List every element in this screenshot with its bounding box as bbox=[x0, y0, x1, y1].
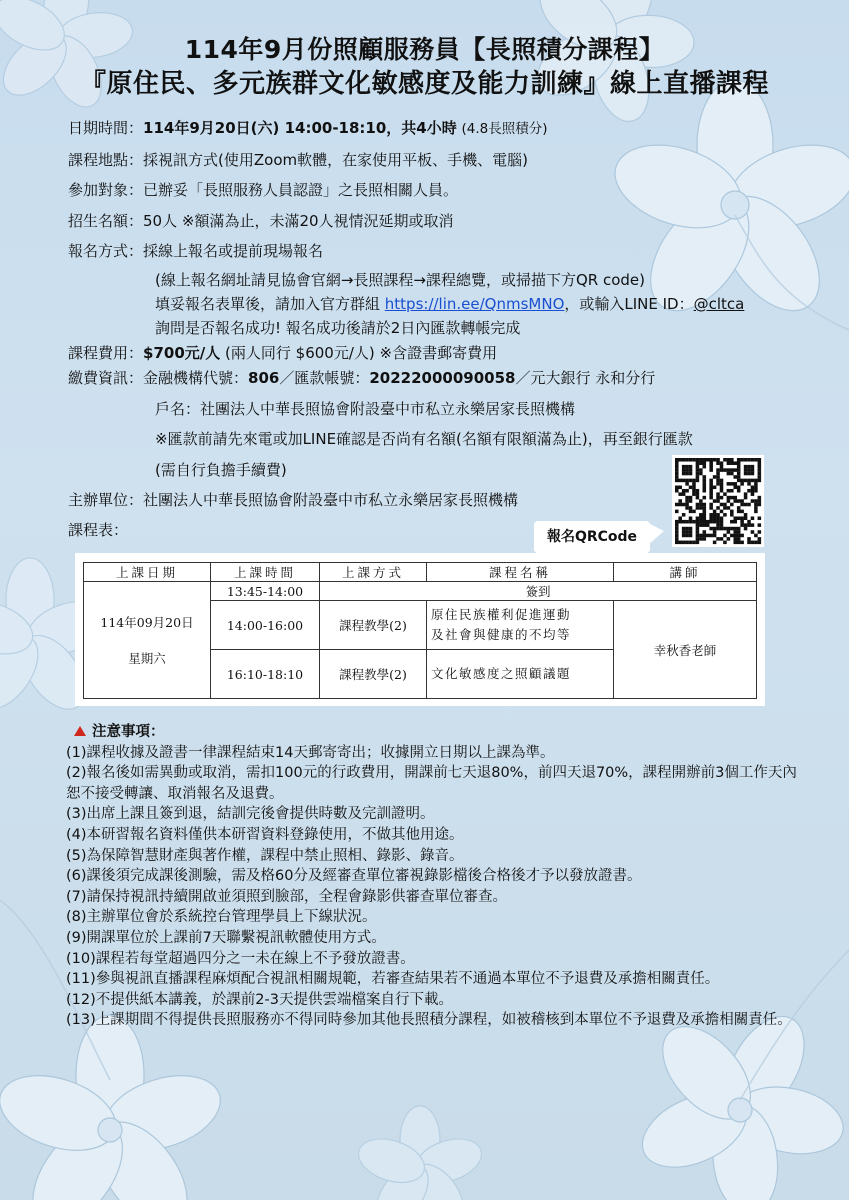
date-cell-line-1: 114年09月20日 bbox=[100, 615, 194, 630]
account-name: 戶名：社團法人中華長照協會附設臺中市私立永樂居家長照機構 bbox=[155, 400, 576, 418]
location-row bbox=[68, 150, 528, 170]
note-item: (13)上課期間不得提供長照服務亦不得同時參加其他長照積分課程，如被稽核到本單位不予退費及承擔相關責任。 bbox=[66, 1012, 792, 1029]
teacher-cell: 幸秋香老師 bbox=[614, 601, 757, 699]
signup-line-1: (線上報名網址請見協會官網→長照課程→課程總覽，或掃描下方QR code) bbox=[155, 271, 646, 289]
header-time: 上課時間 bbox=[211, 563, 320, 582]
location-value: 採視訊方式(使用Zoom軟體，在家使用平板、手機、電腦) bbox=[143, 151, 528, 169]
fee-label: 課程費用： bbox=[68, 344, 144, 362]
payment-note-1: ※匯款前請先來電或加LINE確認是否尚有名額(名額有限額滿為止)，再至銀行匯款 bbox=[155, 430, 693, 448]
schedule-label: 課程表： bbox=[68, 521, 129, 539]
signup-label: 報名方式： bbox=[68, 242, 144, 260]
notes-section bbox=[66, 722, 806, 1031]
header-course-name: 課程名稱 bbox=[427, 563, 614, 582]
table-row bbox=[84, 582, 757, 601]
quota-row bbox=[68, 211, 454, 231]
qr-bubble-label: 報名QRCode bbox=[534, 521, 650, 553]
session-time: 14:00-16:00 bbox=[211, 601, 320, 650]
organizer-value: 社團法人中華長照協會附設臺中市私立永樂居家長照機構 bbox=[143, 491, 519, 509]
organizer-row bbox=[68, 490, 518, 510]
session-time: 16:10-18:10 bbox=[211, 650, 320, 699]
bank-code: 806 bbox=[248, 369, 280, 387]
session-name bbox=[427, 650, 614, 699]
session-method: 課程教學(2) bbox=[320, 650, 427, 699]
fee-value: $700元/人 bbox=[143, 344, 221, 362]
session-name-line-2: 及社會與健康的不均等 bbox=[431, 627, 572, 642]
quota-label: 招生名額： bbox=[68, 212, 144, 230]
session-name bbox=[427, 601, 614, 650]
note-item: (12)不提供紙本講義，於課前2-3天提供雲端檔案自行下載。 bbox=[66, 991, 453, 1008]
date-value: 114年9月20日(六) 14:00-18:10，共4小時 bbox=[143, 119, 457, 137]
notes-heading: 注意事項： bbox=[92, 724, 165, 740]
payment-label: 繳費資訊： bbox=[68, 369, 144, 387]
note-item: (5)為保障智慧財產與著作權，課程中禁止照相、錄影、錄音。 bbox=[66, 847, 464, 864]
location-label: 課程地點： bbox=[68, 151, 144, 169]
note-item: (9)開課單位於上課前7天聯繫視訊軟體使用方式。 bbox=[66, 929, 386, 946]
line-group-link[interactable]: https://lin.ee/QnmsMNO bbox=[384, 295, 565, 313]
signup-line-2-mid: ，或輸入LINE ID： bbox=[564, 295, 694, 313]
organizer-label: 主辦單位： bbox=[68, 491, 144, 509]
note-item: (6)課後須完成課後測驗，需及格60分及經審查單位審視錄影檔後合格後才予以發放證書。 bbox=[66, 868, 642, 885]
table-header-row bbox=[84, 563, 757, 582]
title-line-1: 114年9月份照顧服務員【長照積分課程】 bbox=[184, 35, 665, 64]
fee-row bbox=[68, 343, 497, 363]
quota-value: 50人 ※額滿為止，未滿20人視情況延期或取消 bbox=[143, 212, 454, 230]
target-value: 已辦妥「長照服務人員認證」之長照相關人員。 bbox=[143, 181, 459, 199]
session-name-line-1: 文化敏感度之照顧議題 bbox=[431, 666, 572, 681]
signup-qr-code[interactable] bbox=[672, 455, 764, 547]
payment-pre-1: 金融機構代號： bbox=[143, 369, 249, 387]
note-item: (1)課程收據及證書一律課程結束14天郵寄寄出；收據開立日期以上課為準。 bbox=[66, 744, 555, 761]
title-line-2: 『原住民、多元族群文化敏感度及能力訓練』線上直播課程 bbox=[79, 69, 769, 99]
checkin-time: 13:45-14:00 bbox=[211, 582, 320, 601]
target-label: 參加對象： bbox=[68, 181, 144, 199]
note-item: (10)課程若每堂超過四分之一未在線上不予發放證書。 bbox=[66, 950, 415, 967]
signup-line-2-pre: 填妥報名表單後，請加入官方群組 bbox=[155, 295, 385, 313]
bank-account: 20222000090058 bbox=[369, 369, 516, 387]
notes-heading-row bbox=[66, 722, 806, 743]
header-date: 上課日期 bbox=[84, 563, 211, 582]
target-row bbox=[68, 180, 458, 200]
header-method: 上課方式 bbox=[320, 563, 427, 582]
session-method: 課程教學(2) bbox=[320, 601, 427, 650]
date-label: 日期時間： bbox=[68, 119, 144, 137]
signup-row bbox=[68, 241, 323, 261]
note-item: (8)主辦單位會於系統控台管理學員上下線狀況。 bbox=[66, 909, 377, 926]
payment-note-2: (需自行負擔手續費) bbox=[155, 461, 287, 479]
payment-pre-2: ／匯款帳號： bbox=[279, 369, 370, 387]
warning-triangle-icon bbox=[74, 726, 86, 736]
line-id: @cltca bbox=[693, 295, 745, 313]
note-item: (11)參與視訊直播課程麻煩配合視訊相關規範，若審查結果若不通過本單位不予退費及承擔相關責任。 bbox=[66, 971, 720, 988]
checkin-label: 簽到 bbox=[320, 582, 757, 601]
session-name-line-1: 原住民族權利促進運動 bbox=[431, 607, 572, 622]
signup-value: 採線上報名或提前現場報名 bbox=[143, 242, 324, 260]
qr-code-icon bbox=[672, 455, 764, 547]
schedule-table-box bbox=[75, 553, 765, 706]
payment-post: ／元大銀行 永和分行 bbox=[515, 369, 656, 387]
date-row bbox=[68, 118, 548, 139]
note-item: (2)報名後如需異動或取消，需扣100元的行政費用，開課前七天退80%，前四天退70%，課程開辦前3個工作天內恕不接受轉讓、取消報名及退費。 bbox=[66, 765, 797, 802]
date-cell bbox=[84, 582, 211, 699]
date-cell-line-2: 星期六 bbox=[128, 651, 166, 666]
date-note: (4.8長照積分) bbox=[461, 121, 548, 137]
schedule-table bbox=[83, 562, 757, 699]
payment-row bbox=[68, 368, 655, 388]
note-item: (3)出席上課且簽到退，結訓完後會提供時數及完訓證明。 bbox=[66, 806, 435, 823]
fee-note: (兩人同行 $600元/人) ※含證書郵寄費用 bbox=[225, 344, 498, 362]
header-teacher: 講師 bbox=[614, 563, 757, 582]
note-item: (4)本研習報名資料僅供本研習資料登錄使用，不做其他用途。 bbox=[66, 826, 464, 843]
signup-line-2 bbox=[155, 294, 744, 314]
signup-line-3: 詢問是否報名成功! 報名成功後請於2日內匯款轉帳完成 bbox=[155, 319, 521, 337]
note-item: (7)請保持視訊持續開啟並須照到臉部，全程會錄影供審查單位審查。 bbox=[66, 888, 508, 905]
